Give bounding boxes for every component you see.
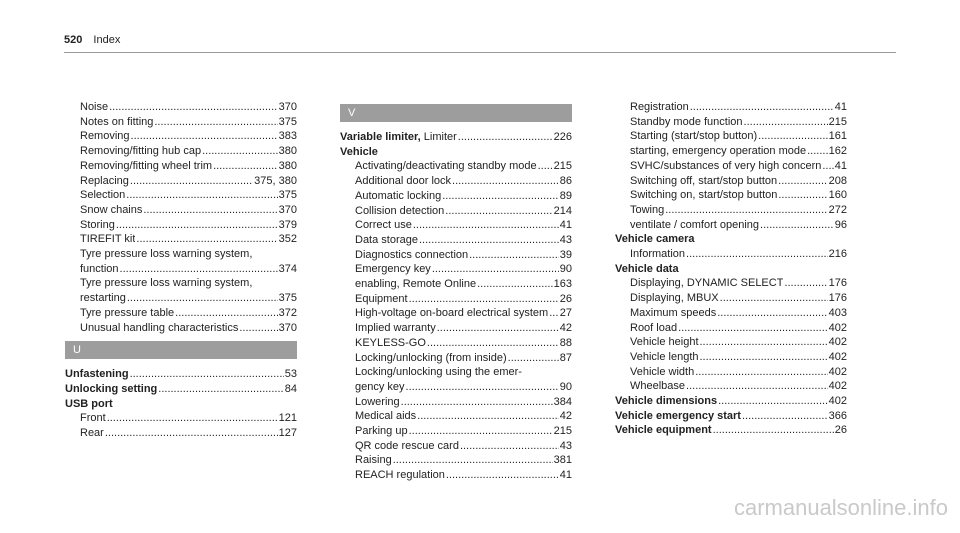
entry-label-wrap [615,423,712,438]
page-reference[interactable]: 90 [559,263,572,276]
entry-label-suffix: Limiter [420,131,457,143]
dot-leader [105,426,278,441]
entry-label: Displaying, DYNAMIC SELECT [630,277,784,290]
dot-leader [508,351,559,366]
index-subentry[interactable] [65,203,297,218]
index-subentry[interactable] [65,218,297,233]
dot-leader [158,382,283,397]
index-heading: Vehicle camera [615,233,695,246]
entry-label: Maximum speeds [630,306,717,319]
entry-label: Unfastening [65,368,129,381]
entry-label: Starting (start/stop button) [630,130,758,143]
entry-label: Automatic locking [355,189,442,202]
entry-label: Unusual handling characteristics [80,321,239,334]
page-reference[interactable]: 215 [828,115,847,128]
page-reference[interactable]: 39 [559,248,572,261]
dot-leader [154,115,277,130]
entry-label-wrap [615,394,717,409]
page-reference[interactable]: 374 [278,262,297,275]
entry-label: Switching off, start/stop button [630,174,778,187]
entry-label: Emergency key [355,263,431,276]
entry-label: Locking/unlocking (from inside) [355,351,507,364]
entry-label-wrap [65,367,129,382]
entry-label: Noise [80,101,109,113]
index-subentry[interactable] [615,174,847,189]
watermark: carmanualsonline.info [733,495,948,520]
index-column-1 [65,100,297,441]
page-reference[interactable]: 402 [828,350,847,363]
dot-leader [822,159,833,174]
index-subentry[interactable] [65,262,297,277]
entry-label: Standby mode function [630,115,743,128]
entry-label: Notes on fitting [80,115,154,128]
page-reference[interactable]: 96 [834,218,847,231]
page-reference[interactable]: 43 [559,233,572,246]
index-heading: USB port [65,397,113,410]
entry-label: Registration [630,101,689,113]
page-reference[interactable]: 90 [559,380,572,393]
section-letter-v: V [340,104,572,122]
index-subentry[interactable] [340,262,572,277]
entry-label: Removing [80,130,130,143]
page-reference[interactable]: 372 [278,306,297,319]
entry-label: Raising [355,454,392,467]
page-reference[interactable]: 215 [553,425,572,438]
dot-leader [131,129,278,144]
entry-label: Collision detection [355,204,445,217]
dot-leader [778,174,827,189]
index-subentry[interactable] [65,144,297,159]
dot-leader [419,233,559,248]
dot-leader [445,204,552,219]
dot-leader [742,409,828,424]
dot-leader [406,380,559,395]
index-subentry[interactable] [615,218,847,233]
page-reference[interactable]: 176 [828,292,847,305]
dot-leader [409,424,553,439]
entry-label: Diagnostics connection [355,248,469,261]
header-divider [64,52,896,53]
dot-leader [143,203,277,218]
entry-label: Unlocking setting [65,382,158,395]
index-subentry[interactable] [65,129,297,144]
entry-label: ventilate / comfort opening [630,218,760,231]
page-reference[interactable]: 208 [828,174,847,187]
dot-leader [760,218,834,233]
page-reference[interactable]: 41 [559,469,572,482]
entry-label: Vehicle equipment [615,424,712,437]
entry-label-wrap [340,130,457,145]
dot-leader [130,367,284,382]
index-subentry[interactable] [340,306,572,321]
page-header [64,34,120,46]
entry-label: Vehicle length [630,350,699,363]
index-subentry[interactable] [340,424,572,439]
dot-leader [130,174,253,189]
index-subentry[interactable] [615,306,847,321]
page-reference[interactable]: 127 [278,427,297,440]
dot-leader [136,232,277,247]
entry-label: Information [630,248,686,261]
dot-leader [718,394,828,409]
entry-label: Data storage [355,233,418,246]
entry-label: Storing [80,218,115,231]
entry-label: Vehicle dimensions [615,395,718,408]
page-reference[interactable]: 53 [284,368,297,381]
index-subentry[interactable] [615,100,847,115]
page-reference[interactable]: 375, 380 [254,174,297,187]
page-reference[interactable]: 402 [828,380,847,393]
dot-leader [700,335,828,350]
dot-leader [409,292,559,307]
dot-leader [127,291,278,306]
index-subentry-text: Locking/unlocking using the emer- [355,366,522,379]
index-subentry[interactable] [340,321,572,336]
index-subentry[interactable] [340,248,572,263]
index-subentry[interactable] [615,144,847,159]
page-reference[interactable]: 87 [559,351,572,364]
index-subentry[interactable] [65,174,297,189]
dot-leader [175,306,277,321]
entry-label: Vehicle width [630,365,695,378]
entry-label: Activating/deactivating standby mode [355,160,537,173]
index-subentry[interactable] [340,439,572,454]
dot-leader [717,306,827,321]
entry-label: Additional door lock [355,175,452,188]
page-reference[interactable]: 216 [828,248,847,261]
index-subentry[interactable] [615,188,847,203]
entry-label: restarting [80,292,126,305]
index-subentry[interactable] [615,247,847,262]
dot-leader [452,174,559,189]
entry-label: Correct use [355,219,412,232]
page-reference[interactable]: 88 [559,336,572,349]
dot-leader [477,277,553,292]
page-reference[interactable]: 375 [278,189,297,202]
page-reference[interactable]: 161 [828,130,847,143]
entry-label: Roof load [630,321,678,334]
index-subentry[interactable] [65,188,297,203]
index-subentry[interactable] [65,159,297,174]
index-subentry-text: Tyre pressure loss warning system, [80,277,253,290]
index-subentry[interactable] [615,291,847,306]
dot-leader [807,144,828,159]
entry-label: KEYLESS-GO [355,336,426,349]
dot-leader [720,291,828,306]
dot-leader [437,321,559,336]
page-reference[interactable]: 272 [828,203,847,216]
dot-leader [202,144,278,159]
dot-leader [109,100,278,115]
entry-label: Displaying, MBUX [630,292,719,305]
dot-leader [784,276,827,291]
dot-leader [427,336,559,351]
entry-label: Equipment [355,292,408,305]
index-column-3 [615,100,847,438]
entry-label: QR code rescue card [355,439,459,452]
page-reference[interactable]: 176 [828,277,847,290]
dot-leader [460,439,559,454]
page-reference[interactable]: 163 [553,278,572,291]
index-subentry[interactable] [615,129,847,144]
entry-label: Wheelbase [630,380,686,393]
index-subentry[interactable] [615,335,847,350]
index-subentry[interactable] [340,292,572,307]
dot-leader [758,129,827,144]
entry-label: gency key [355,380,405,393]
page-reference[interactable]: 84 [284,382,297,395]
index-subentry[interactable] [340,395,572,410]
index-subentry[interactable] [65,291,297,306]
dot-leader [744,115,828,130]
index-subentry[interactable] [615,321,847,336]
dot-leader [413,218,559,233]
index-heading: Vehicle data [615,262,679,275]
page-reference[interactable]: 41 [834,101,847,113]
page-reference[interactable]: 381 [553,454,572,467]
dot-leader [690,100,834,115]
page-reference[interactable]: 41 [834,159,847,172]
page-reference[interactable]: 370 [278,321,297,334]
section-letter-u: U [65,341,297,359]
entry-label: Variable limiter, [340,131,421,143]
dot-leader [778,188,827,203]
dot-leader [239,321,277,336]
page-reference[interactable]: 215 [553,160,572,173]
page-reference[interactable]: 375 [278,115,297,128]
entry-label: Rear [80,427,104,440]
index-subentry[interactable] [615,115,847,130]
entry-label: Lowering [355,395,400,408]
page-reference[interactable]: 380 [278,145,297,158]
page-reference[interactable]: 380 [278,159,297,172]
entry-label: TIREFIT kit [80,233,136,246]
entry-label: function [80,262,119,275]
index-entry[interactable] [340,130,572,145]
index-subentry[interactable] [340,380,572,395]
page-reference[interactable]: 402 [828,336,847,349]
page-reference[interactable]: 160 [828,189,847,202]
page-reference[interactable]: 89 [559,189,572,202]
page-reference[interactable]: 26 [834,424,847,437]
dot-leader [126,188,277,203]
index-subentry[interactable] [65,115,297,130]
entry-label: Parking up [355,425,408,438]
index-subentry[interactable] [340,204,572,219]
dot-leader [393,453,553,468]
index-subentry[interactable] [65,411,297,426]
index-subentry[interactable] [340,409,572,424]
page-reference[interactable]: 352 [278,233,297,246]
entry-label: enabling, Remote Online [355,278,477,291]
index-subentry[interactable] [340,218,572,233]
dot-leader [678,321,828,336]
index-subentry[interactable] [615,379,847,394]
page-reference[interactable]: 41 [559,219,572,232]
page-reference[interactable]: 402 [828,395,847,408]
entry-label-wrap [65,382,157,397]
page-reference[interactable]: 384 [553,395,572,408]
entry-label: SVHC/substances of very high concern [630,159,822,172]
index-entry[interactable] [65,367,297,382]
entry-label: REACH regulation [355,469,445,482]
dot-leader [107,411,278,426]
page-reference[interactable]: 43 [559,439,572,452]
page-reference[interactable]: 214 [553,204,572,217]
page-number: 520 [64,34,83,46]
index-subentry[interactable] [340,468,572,483]
index-entry[interactable] [615,394,847,409]
page-reference[interactable]: 42 [559,410,572,423]
index-column-2 [340,100,572,483]
index-subentry[interactable] [615,350,847,365]
page-reference[interactable]: 375 [278,292,297,305]
dot-leader [665,203,827,218]
page-reference[interactable]: 121 [278,412,297,425]
dot-leader [213,159,278,174]
index-subentry[interactable] [65,426,297,441]
page-reference[interactable]: 42 [559,322,572,335]
entry-label: Switching on, start/stop button [630,189,778,202]
entry-label: Removing/fitting hub cap [80,145,202,158]
dot-leader [458,130,553,145]
page-reference[interactable]: 26 [559,292,572,305]
index-subentry-text: Tyre pressure loss warning system, [80,248,253,261]
dot-leader [695,365,827,380]
page-reference[interactable]: 86 [559,175,572,188]
index-subentry[interactable] [340,336,572,351]
entry-label: Vehicle height [630,336,699,349]
entry-label: High-voltage on-board electrical system [355,307,549,320]
index-subentry[interactable] [340,189,572,204]
index-heading: Vehicle [340,145,378,158]
index-entry[interactable] [65,382,297,397]
page-reference[interactable]: 370 [278,203,297,216]
page-reference[interactable]: 403 [828,306,847,319]
index-subentry[interactable] [65,321,297,336]
dot-leader [442,189,559,204]
entry-label: Towing [630,203,665,216]
index-subentry[interactable] [615,203,847,218]
page-reference[interactable]: 162 [828,145,847,158]
index-subentry[interactable] [340,159,572,174]
dot-leader [713,423,834,438]
page-reference[interactable]: 379 [278,218,297,231]
dot-leader [538,159,553,174]
page-reference[interactable]: 27 [559,307,572,320]
entry-label-wrap [615,409,741,424]
entry-label: Front [80,412,106,425]
index-subentry[interactable] [615,365,847,380]
index-subentry[interactable] [65,232,297,247]
page-reference[interactable]: 383 [278,130,297,143]
index-subentry[interactable] [65,306,297,321]
index-subentry[interactable] [340,453,572,468]
dot-leader [432,262,559,277]
entry-label: Medical aids [355,410,417,423]
dot-leader [686,379,828,394]
page-reference[interactable]: 370 [278,101,297,113]
page-reference[interactable]: 402 [828,321,847,334]
index-entry[interactable] [615,423,847,438]
dot-leader [116,218,278,233]
index-subentry[interactable] [340,277,572,292]
dot-leader [401,395,553,410]
index-subentry[interactable] [615,276,847,291]
index-subentry[interactable] [615,159,847,174]
page-reference[interactable]: 226 [553,131,572,143]
dot-leader [120,262,278,277]
entry-label: Implied warranty [355,322,436,335]
index-entry[interactable] [615,409,847,424]
entry-label: Removing/fitting wheel trim [80,159,213,172]
dot-leader [549,306,559,321]
dot-leader [417,409,559,424]
index-subentry[interactable] [340,351,572,366]
page-reference[interactable]: 402 [828,365,847,378]
dot-leader [686,247,828,262]
dot-leader [446,468,559,483]
page-section-title: Index [93,34,121,46]
entry-label: Tyre pressure table [80,306,175,319]
entry-label: starting, emergency operation mode [630,145,807,158]
entry-label: Snow chains [80,203,143,216]
dot-leader [469,248,559,263]
entry-label: Replacing [80,174,129,187]
dot-leader [700,350,828,365]
entry-label: Selection [80,189,126,202]
page-reference[interactable]: 366 [828,409,847,422]
entry-label: Vehicle emergency start [615,409,741,422]
index-subentry[interactable] [65,100,297,115]
index-subentry[interactable] [340,233,572,248]
index-subentry[interactable] [340,174,572,189]
